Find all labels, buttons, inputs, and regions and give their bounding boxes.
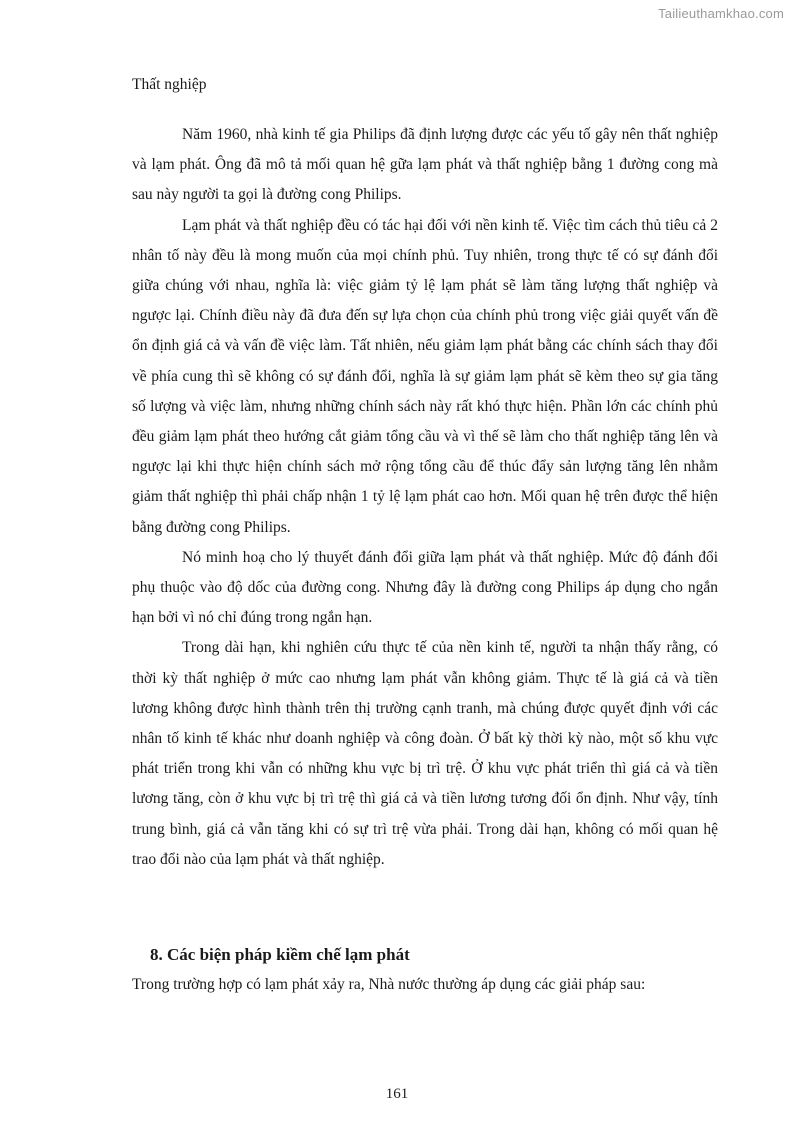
paragraph-philips-intro: Năm 1960, nhà kinh tế gia Philips đã định lượng được các yếu tố gây nên thất nghiệp và lạm phát. Ông đã mô tả mối quan hệ gữa lạm phát và thất nghiệp bằng 1 đường cong mà sau này người ta gọi là đường cong Philips. [132,126,718,204]
measures-intro: Trong trường hợp có lạm phát xảy ra, Nhà nước thường áp dụng các giải pháp sau: [132,976,646,993]
page-number: 161 [385,1086,409,1102]
watermark: Tailieuthamkhao.com [658,6,784,21]
paragraph-short-run: Nó minh hoạ cho lý thuyết đánh đổi giữa lạm phát và thất nghiệp. Mức độ đánh đổi phụ thuộc vào độ dốc của đường cong. Nhưng đây là đường cong Philips áp dụng cho ngắn hạn bởi vì nó chỉ đúng trong ngắn hạn. [132,548,718,627]
section-label: Thất nghiệp [132,76,207,93]
body-text [132,120,718,875]
paragraph-tradeoff: Lạm phát và thất nghiệp đều có tác hại đối với nền kinh tế. Việc tìm cách thủ tiêu cả 2 nhân tố này đều là mong muốn của mọi chính phủ. Tuy nhiên, trong thực tế có sự đánh đổi giữa chúng với nhau, nghĩa là: việc giảm tỷ lệ lạm phát sẽ làm tăng lượng thất nghiệp và ngược lại. Chính điều này đã đưa đến sự lựa chọn của chính phủ trong việc giải quyết vấn đề ổn định giá cả và vấn đề việc làm. Tất nhiên, nếu giảm lạm phát bằng các chính sách thay đổi về phía cung thì sẽ không có sự đánh đổi, nghĩa là sự giảm lạm phát sẽ kèm theo sự gia tăng số lượng và việc làm, nhưng những chính sách này rất khó thực hiện. Phần lớn các chính phủ đều giảm lạm phát theo hướng cắt giảm tổng cầu và vì thế sẽ làm cho thất nghiệp tăng lên và ngược lại khi thực hiện chính sách mở rộng tổng cầu để thúc đẩy sản lượng tăng lên nhằm giảm thất nghiệp thì phải chấp nhận 1 tỷ lệ lạm phát cao hơn. Mối quan hệ trên được thể hiện bằng đường cong Philips. [132,216,718,536]
section-heading: 8. Các biện pháp kiềm chế lạm phát [150,945,410,964]
paragraph-long-run: Trong dài hạn, khi nghiên cứu thực tế của nền kinh tế, người ta nhận thấy rằng, có thời kỳ thất nghiệp ở mức cao nhưng lạm phát vẫn không giảm. Thực tế là giá cả và tiền lương không được hình thành trên thị trường cạnh tranh, mà chúng được quyết định với các nhân tố kinh tế khác như doanh nghiệp và công đoàn. Ở bất kỳ thời kỳ nào, một số khu vực phát triển trong khi vẫn có những khu vực bị trì trệ. Ở khu vực phát triển thì giá cả và tiền lương tăng, còn ở khu vực bị trì trệ thì giá cả và tiền lương tương đối ổn định. Như vậy, tính trung bình, giá cả vẫn tăng khi có sự trì trệ vừa phải. Trong dài hạn, không có mối quan hệ trao đổi nào của lạm phát và thất nghiệp. [132,639,718,868]
